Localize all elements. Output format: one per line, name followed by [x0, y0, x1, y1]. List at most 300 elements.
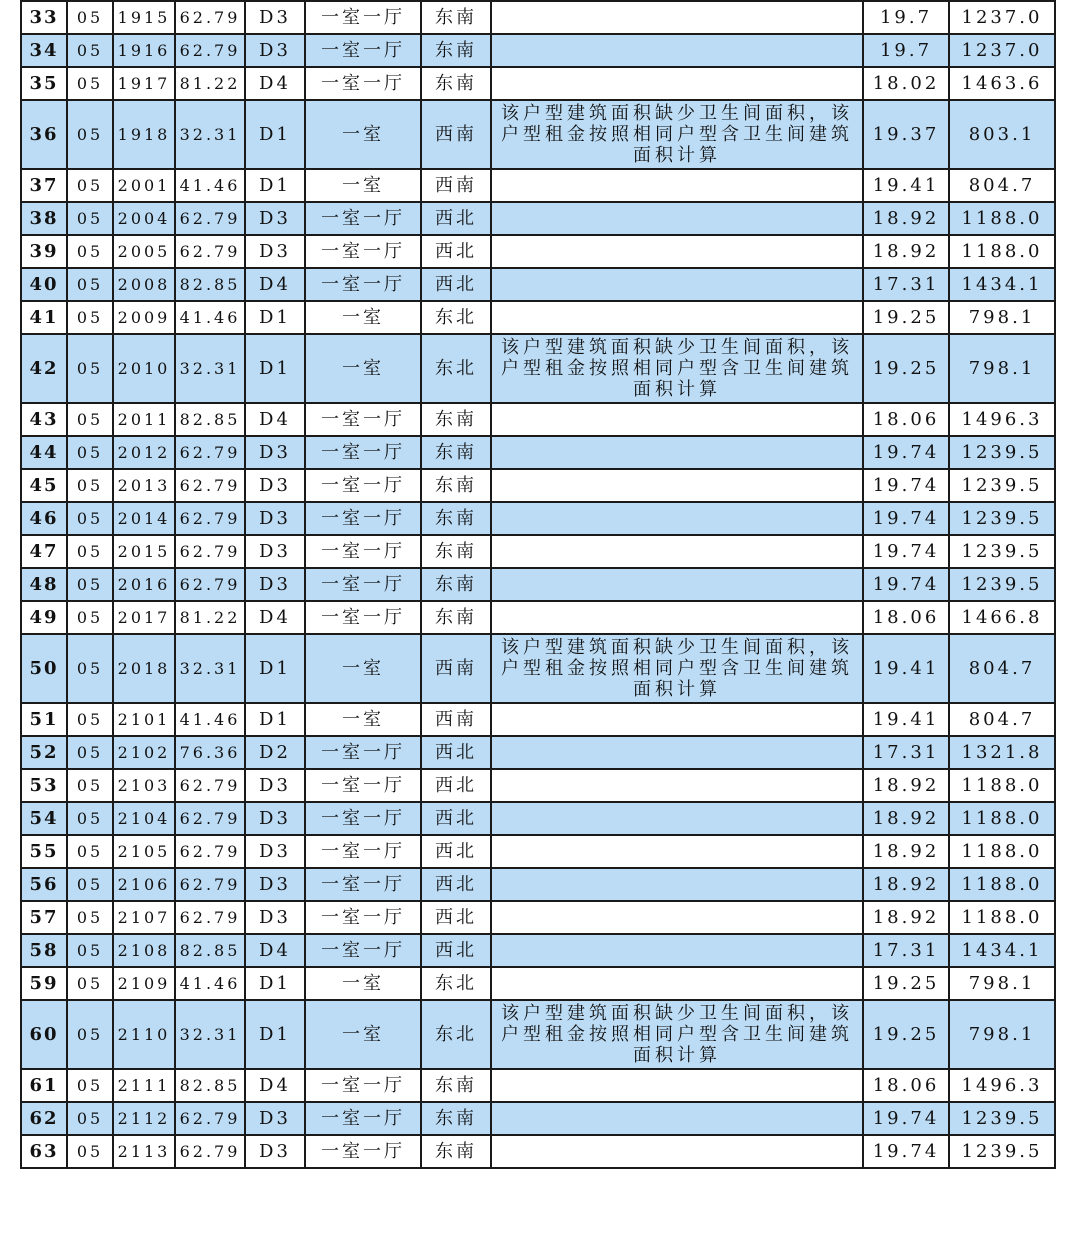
layout-cell: 一室一厅: [305, 67, 421, 100]
building-cell: 05: [67, 934, 113, 967]
row-number-cell: 54: [21, 802, 67, 835]
note-cell: [491, 502, 863, 535]
unit-price-cell: 18.92: [863, 769, 949, 802]
unit-price-cell: 18.92: [863, 835, 949, 868]
layout-cell: 一室一厅: [305, 34, 421, 67]
unit-price-cell: 19.74: [863, 502, 949, 535]
area-cell: 62.79: [175, 469, 245, 502]
row-number-cell: 61: [21, 1069, 67, 1102]
orientation-cell: 西北: [421, 235, 491, 268]
orientation-cell: 东南: [421, 1069, 491, 1102]
table-row: [21, 703, 1055, 736]
unit-price-cell: 18.92: [863, 802, 949, 835]
orientation-cell: 西南: [421, 634, 491, 703]
note-cell: 该户型建筑面积缺少卫生间面积，该户型租金按照相同户型含卫生间建筑面积计算: [491, 334, 863, 403]
table-row: [21, 34, 1055, 67]
row-number-cell: 44: [21, 436, 67, 469]
rent-cell: 1321.8: [949, 736, 1055, 769]
unit-price-cell: 19.74: [863, 1102, 949, 1135]
room-number-cell: 2111: [113, 1069, 175, 1102]
room-number-cell: 2010: [113, 334, 175, 403]
note-cell: [491, 601, 863, 634]
unit-type-cell: D4: [245, 67, 305, 100]
room-number-cell: 2009: [113, 301, 175, 334]
building-cell: 05: [67, 901, 113, 934]
room-number-cell: 2018: [113, 634, 175, 703]
unit-price-cell: 18.92: [863, 202, 949, 235]
unit-price-cell: 19.7: [863, 34, 949, 67]
orientation-cell: 西北: [421, 868, 491, 901]
building-cell: 05: [67, 235, 113, 268]
unit-price-cell: 17.31: [863, 736, 949, 769]
note-cell: [491, 202, 863, 235]
area-cell: 81.22: [175, 601, 245, 634]
row-number-cell: 51: [21, 703, 67, 736]
area-cell: 41.46: [175, 703, 245, 736]
building-cell: 05: [67, 535, 113, 568]
unit-type-cell: D4: [245, 403, 305, 436]
building-cell: 05: [67, 334, 113, 403]
building-cell: 05: [67, 67, 113, 100]
room-number-cell: 1916: [113, 34, 175, 67]
unit-type-cell: D3: [245, 469, 305, 502]
room-number-cell: 2103: [113, 769, 175, 802]
area-cell: 82.85: [175, 1069, 245, 1102]
room-number-cell: 2013: [113, 469, 175, 502]
rent-cell: 1188.0: [949, 868, 1055, 901]
note-cell: [491, 868, 863, 901]
table-row: [21, 235, 1055, 268]
unit-type-cell: D2: [245, 736, 305, 769]
note-cell: [491, 802, 863, 835]
unit-type-cell: D4: [245, 1069, 305, 1102]
layout-cell: 一室一厅: [305, 469, 421, 502]
rent-cell: 1239.5: [949, 1102, 1055, 1135]
orientation-cell: 西北: [421, 934, 491, 967]
table-row: [21, 568, 1055, 601]
area-cell: 32.31: [175, 1000, 245, 1069]
orientation-cell: 西南: [421, 703, 491, 736]
unit-price-cell: 19.25: [863, 967, 949, 1000]
row-number-cell: 63: [21, 1135, 67, 1168]
unit-type-cell: D3: [245, 502, 305, 535]
unit-price-cell: 19.41: [863, 634, 949, 703]
table-row: [21, 502, 1055, 535]
building-cell: 05: [67, 568, 113, 601]
rent-cell: 1237.0: [949, 1, 1055, 34]
rent-cell: 1466.8: [949, 601, 1055, 634]
table-row: [21, 868, 1055, 901]
layout-cell: 一室一厅: [305, 802, 421, 835]
building-cell: 05: [67, 436, 113, 469]
note-cell: [491, 1102, 863, 1135]
table-row: [21, 736, 1055, 769]
layout-cell: 一室一厅: [305, 535, 421, 568]
rent-cell: 1188.0: [949, 901, 1055, 934]
table-row: [21, 1069, 1055, 1102]
unit-type-cell: D3: [245, 235, 305, 268]
unit-type-cell: D3: [245, 769, 305, 802]
table-body: [21, 1, 1055, 1168]
layout-cell: 一室一厅: [305, 1069, 421, 1102]
layout-cell: 一室一厅: [305, 601, 421, 634]
layout-cell: 一室: [305, 634, 421, 703]
table-row: [21, 268, 1055, 301]
rent-cell: 1188.0: [949, 235, 1055, 268]
area-cell: 41.46: [175, 301, 245, 334]
unit-type-cell: D3: [245, 535, 305, 568]
layout-cell: 一室: [305, 100, 421, 169]
building-cell: 05: [67, 34, 113, 67]
note-cell: [491, 169, 863, 202]
orientation-cell: 东南: [421, 1102, 491, 1135]
table-row: [21, 403, 1055, 436]
orientation-cell: 西南: [421, 169, 491, 202]
note-cell: [491, 934, 863, 967]
rent-cell: 1496.3: [949, 1069, 1055, 1102]
orientation-cell: 东南: [421, 436, 491, 469]
building-cell: 05: [67, 802, 113, 835]
unit-price-cell: 19.25: [863, 301, 949, 334]
building-cell: 05: [67, 736, 113, 769]
rent-table-container: [20, 0, 1056, 1169]
building-cell: 05: [67, 403, 113, 436]
unit-price-cell: 18.06: [863, 1069, 949, 1102]
row-number-cell: 41: [21, 301, 67, 334]
room-number-cell: 2112: [113, 1102, 175, 1135]
note-cell: [491, 1, 863, 34]
note-cell: [491, 34, 863, 67]
row-number-cell: 33: [21, 1, 67, 34]
unit-type-cell: D3: [245, 202, 305, 235]
unit-price-cell: 18.06: [863, 601, 949, 634]
room-number-cell: 1915: [113, 1, 175, 34]
area-cell: 62.79: [175, 535, 245, 568]
building-cell: 05: [67, 868, 113, 901]
room-number-cell: 2110: [113, 1000, 175, 1069]
area-cell: 62.79: [175, 769, 245, 802]
room-number-cell: 2016: [113, 568, 175, 601]
row-number-cell: 55: [21, 835, 67, 868]
row-number-cell: 48: [21, 568, 67, 601]
unit-type-cell: D3: [245, 568, 305, 601]
orientation-cell: 东南: [421, 535, 491, 568]
rent-cell: 804.7: [949, 703, 1055, 736]
building-cell: 05: [67, 100, 113, 169]
unit-price-cell: 19.41: [863, 703, 949, 736]
unit-price-cell: 18.92: [863, 901, 949, 934]
unit-type-cell: D1: [245, 100, 305, 169]
orientation-cell: 东南: [421, 601, 491, 634]
orientation-cell: 东南: [421, 502, 491, 535]
unit-type-cell: D3: [245, 802, 305, 835]
row-number-cell: 36: [21, 100, 67, 169]
layout-cell: 一室一厅: [305, 868, 421, 901]
row-number-cell: 39: [21, 235, 67, 268]
row-number-cell: 42: [21, 334, 67, 403]
note-cell: [491, 1135, 863, 1168]
layout-cell: 一室一厅: [305, 436, 421, 469]
table-row: [21, 634, 1055, 703]
rent-cell: 1496.3: [949, 403, 1055, 436]
area-cell: 62.79: [175, 1135, 245, 1168]
unit-type-cell: D4: [245, 934, 305, 967]
building-cell: 05: [67, 967, 113, 1000]
note-cell: 该户型建筑面积缺少卫生间面积，该户型租金按照相同户型含卫生间建筑面积计算: [491, 1000, 863, 1069]
row-number-cell: 46: [21, 502, 67, 535]
area-cell: 81.22: [175, 67, 245, 100]
layout-cell: 一室: [305, 967, 421, 1000]
room-number-cell: 2017: [113, 601, 175, 634]
row-number-cell: 58: [21, 934, 67, 967]
area-cell: 41.46: [175, 169, 245, 202]
unit-type-cell: D3: [245, 868, 305, 901]
layout-cell: 一室一厅: [305, 901, 421, 934]
unit-type-cell: D3: [245, 1135, 305, 1168]
table-row: [21, 1135, 1055, 1168]
layout-cell: 一室一厅: [305, 502, 421, 535]
unit-type-cell: D3: [245, 1102, 305, 1135]
layout-cell: 一室: [305, 703, 421, 736]
area-cell: 62.79: [175, 436, 245, 469]
orientation-cell: 东南: [421, 469, 491, 502]
building-cell: 05: [67, 1069, 113, 1102]
layout-cell: 一室一厅: [305, 202, 421, 235]
layout-cell: 一室一厅: [305, 1135, 421, 1168]
row-number-cell: 45: [21, 469, 67, 502]
orientation-cell: 东南: [421, 34, 491, 67]
building-cell: 05: [67, 502, 113, 535]
area-cell: 62.79: [175, 235, 245, 268]
row-number-cell: 60: [21, 1000, 67, 1069]
area-cell: 62.79: [175, 202, 245, 235]
room-number-cell: 2015: [113, 535, 175, 568]
room-number-cell: 1917: [113, 67, 175, 100]
rent-cell: 1239.5: [949, 568, 1055, 601]
row-number-cell: 38: [21, 202, 67, 235]
area-cell: 62.79: [175, 502, 245, 535]
orientation-cell: 东南: [421, 67, 491, 100]
table-row: [21, 967, 1055, 1000]
building-cell: 05: [67, 835, 113, 868]
table-row: [21, 100, 1055, 169]
table-row: [21, 934, 1055, 967]
note-cell: [491, 835, 863, 868]
unit-type-cell: D4: [245, 601, 305, 634]
area-cell: 32.31: [175, 334, 245, 403]
unit-type-cell: D3: [245, 34, 305, 67]
unit-price-cell: 19.41: [863, 169, 949, 202]
unit-price-cell: 19.74: [863, 436, 949, 469]
unit-type-cell: D3: [245, 835, 305, 868]
layout-cell: 一室一厅: [305, 268, 421, 301]
table-row: [21, 535, 1055, 568]
rent-cell: 1188.0: [949, 202, 1055, 235]
rent-cell: 1188.0: [949, 835, 1055, 868]
orientation-cell: 东北: [421, 301, 491, 334]
orientation-cell: 西北: [421, 202, 491, 235]
room-number-cell: 2008: [113, 268, 175, 301]
layout-cell: 一室一厅: [305, 1, 421, 34]
note-cell: [491, 235, 863, 268]
table-row: [21, 802, 1055, 835]
unit-price-cell: 19.74: [863, 469, 949, 502]
unit-type-cell: D1: [245, 634, 305, 703]
layout-cell: 一室: [305, 334, 421, 403]
unit-type-cell: D1: [245, 301, 305, 334]
building-cell: 05: [67, 601, 113, 634]
unit-type-cell: D4: [245, 268, 305, 301]
layout-cell: 一室: [305, 169, 421, 202]
area-cell: 62.79: [175, 868, 245, 901]
table-row: [21, 769, 1055, 802]
area-cell: 32.31: [175, 100, 245, 169]
unit-type-cell: D3: [245, 901, 305, 934]
area-cell: 62.79: [175, 1, 245, 34]
table-row: [21, 835, 1055, 868]
building-cell: 05: [67, 301, 113, 334]
rent-cell: 1237.0: [949, 34, 1055, 67]
area-cell: 62.79: [175, 568, 245, 601]
table-row: [21, 1102, 1055, 1135]
orientation-cell: 东北: [421, 1000, 491, 1069]
table-row: [21, 1000, 1055, 1069]
unit-type-cell: D1: [245, 1000, 305, 1069]
note-cell: [491, 967, 863, 1000]
orientation-cell: 西北: [421, 802, 491, 835]
orientation-cell: 东南: [421, 403, 491, 436]
note-cell: [491, 67, 863, 100]
table-row: [21, 334, 1055, 403]
table-row: [21, 469, 1055, 502]
building-cell: 05: [67, 1135, 113, 1168]
orientation-cell: 西南: [421, 100, 491, 169]
layout-cell: 一室一厅: [305, 934, 421, 967]
building-cell: 05: [67, 634, 113, 703]
orientation-cell: 西北: [421, 901, 491, 934]
layout-cell: 一室一厅: [305, 403, 421, 436]
room-number-cell: 2012: [113, 436, 175, 469]
area-cell: 82.85: [175, 268, 245, 301]
unit-type-cell: D1: [245, 169, 305, 202]
rent-cell: 1463.6: [949, 67, 1055, 100]
unit-price-cell: 17.31: [863, 934, 949, 967]
row-number-cell: 35: [21, 67, 67, 100]
rent-cell: 1239.5: [949, 535, 1055, 568]
note-cell: [491, 535, 863, 568]
area-cell: 41.46: [175, 967, 245, 1000]
orientation-cell: 西北: [421, 835, 491, 868]
table-row: [21, 67, 1055, 100]
unit-price-cell: 18.06: [863, 403, 949, 436]
table-row: [21, 601, 1055, 634]
note-cell: [491, 568, 863, 601]
orientation-cell: 东南: [421, 1, 491, 34]
rent-cell: 803.1: [949, 100, 1055, 169]
room-number-cell: 2109: [113, 967, 175, 1000]
building-cell: 05: [67, 1000, 113, 1069]
note-cell: 该户型建筑面积缺少卫生间面积，该户型租金按照相同户型含卫生间建筑面积计算: [491, 100, 863, 169]
area-cell: 76.36: [175, 736, 245, 769]
room-number-cell: 2005: [113, 235, 175, 268]
orientation-cell: 东南: [421, 1135, 491, 1168]
row-number-cell: 40: [21, 268, 67, 301]
rent-cell: 798.1: [949, 1000, 1055, 1069]
rent-cell: 798.1: [949, 967, 1055, 1000]
table-row: [21, 1, 1055, 34]
table-row: [21, 202, 1055, 235]
unit-price-cell: 19.25: [863, 334, 949, 403]
area-cell: 62.79: [175, 802, 245, 835]
area-cell: 62.79: [175, 835, 245, 868]
table-row: [21, 169, 1055, 202]
room-number-cell: 2011: [113, 403, 175, 436]
row-number-cell: 53: [21, 769, 67, 802]
note-cell: [491, 703, 863, 736]
row-number-cell: 59: [21, 967, 67, 1000]
area-cell: 82.85: [175, 403, 245, 436]
rent-cell: 1434.1: [949, 934, 1055, 967]
building-cell: 05: [67, 1, 113, 34]
rent-cell: 1239.5: [949, 502, 1055, 535]
layout-cell: 一室一厅: [305, 769, 421, 802]
room-number-cell: 2108: [113, 934, 175, 967]
unit-price-cell: 18.92: [863, 868, 949, 901]
rent-cell: 1239.5: [949, 436, 1055, 469]
rent-table: [20, 0, 1056, 1169]
area-cell: 32.31: [175, 634, 245, 703]
unit-type-cell: D3: [245, 1, 305, 34]
area-cell: 62.79: [175, 1102, 245, 1135]
orientation-cell: 西北: [421, 769, 491, 802]
unit-price-cell: 19.74: [863, 535, 949, 568]
unit-price-cell: 18.92: [863, 235, 949, 268]
room-number-cell: 2014: [113, 502, 175, 535]
row-number-cell: 56: [21, 868, 67, 901]
room-number-cell: 2102: [113, 736, 175, 769]
unit-price-cell: 19.74: [863, 1135, 949, 1168]
row-number-cell: 49: [21, 601, 67, 634]
unit-price-cell: 18.02: [863, 67, 949, 100]
orientation-cell: 西北: [421, 736, 491, 769]
room-number-cell: 2106: [113, 868, 175, 901]
room-number-cell: 2104: [113, 802, 175, 835]
row-number-cell: 47: [21, 535, 67, 568]
rent-cell: 1188.0: [949, 802, 1055, 835]
building-cell: 05: [67, 469, 113, 502]
note-cell: [491, 769, 863, 802]
table-row: [21, 436, 1055, 469]
building-cell: 05: [67, 1102, 113, 1135]
rent-cell: 1434.1: [949, 268, 1055, 301]
note-cell: [491, 901, 863, 934]
room-number-cell: 2113: [113, 1135, 175, 1168]
rent-cell: 798.1: [949, 301, 1055, 334]
row-number-cell: 34: [21, 34, 67, 67]
row-number-cell: 50: [21, 634, 67, 703]
note-cell: [491, 403, 863, 436]
rent-cell: 798.1: [949, 334, 1055, 403]
note-cell: [491, 1069, 863, 1102]
area-cell: 82.85: [175, 934, 245, 967]
room-number-cell: 2107: [113, 901, 175, 934]
layout-cell: 一室一厅: [305, 736, 421, 769]
note-cell: 该户型建筑面积缺少卫生间面积，该户型租金按照相同户型含卫生间建筑面积计算: [491, 634, 863, 703]
room-number-cell: 2105: [113, 835, 175, 868]
table-row: [21, 901, 1055, 934]
room-number-cell: 2101: [113, 703, 175, 736]
note-cell: [491, 301, 863, 334]
